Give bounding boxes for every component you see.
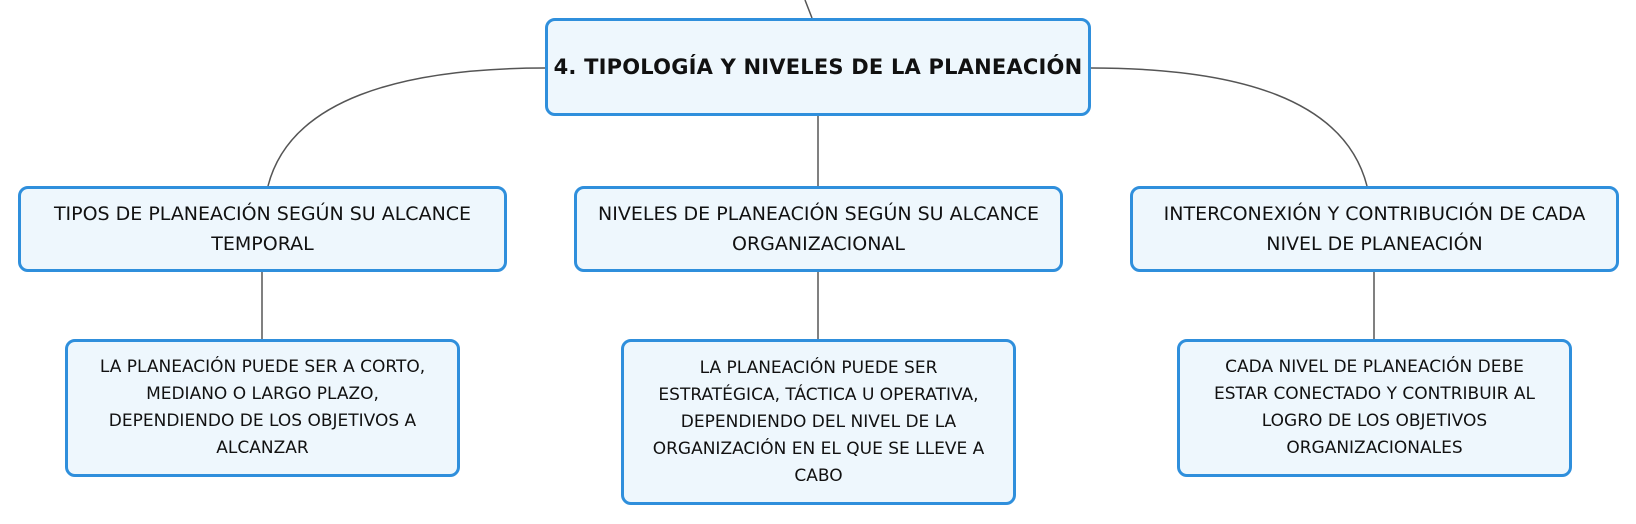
connector-parent-to-root <box>805 0 812 18</box>
root-topic[interactable] <box>545 18 1091 116</box>
branch-topic-interconnection[interactable] <box>1130 186 1619 272</box>
root-topic-label: 4. TIPOLOGÍA Y NIVELES DE LA PLANEACIÓN <box>553 55 1083 79</box>
branch-topic-organizational[interactable] <box>574 186 1063 272</box>
connector-root-to-branch-3 <box>1091 68 1367 186</box>
subtopic-organizational-detail[interactable] <box>621 339 1016 505</box>
connector-root-to-branch-1 <box>268 68 545 186</box>
subtopic-interconnection-detail[interactable] <box>1177 339 1572 477</box>
subtopic-label: LA PLANEACIÓN PUEDE SER ESTRATÉGICA, TÁCTICA U OPERATIVA, DEPENDIENDO DEL NIVEL DE LA ORGANIZACIÓN EN EL QUE SE LLEVE A CABO <box>652 357 985 486</box>
branch-topic-label: TIPOS DE PLANEACIÓN SEGÚN SU ALCANCE TEMPORAL <box>53 203 472 255</box>
subtopic-temporal-detail[interactable] <box>65 339 460 477</box>
branch-topic-label: INTERCONEXIÓN Y CONTRIBUCIÓN DE CADA NIVEL DE PLANEACIÓN <box>1163 203 1586 255</box>
subtopic-label: LA PLANEACIÓN PUEDE SER A CORTO, MEDIANO O LARGO PLAZO, DEPENDIENDO DE LOS OBJETIVOS A ALCANZAR <box>99 357 426 458</box>
subtopic-label: CADA NIVEL DE PLANEACIÓN DEBE ESTAR CONECTADO Y CONTRIBUIR AL LOGRO DE LOS OBJETIVOS ORGANIZACIONALES <box>1214 357 1535 458</box>
branch-topic-label: NIVELES DE PLANEACIÓN SEGÚN SU ALCANCE ORGANIZACIONAL <box>598 203 1039 255</box>
branch-topic-temporal[interactable] <box>18 186 507 272</box>
